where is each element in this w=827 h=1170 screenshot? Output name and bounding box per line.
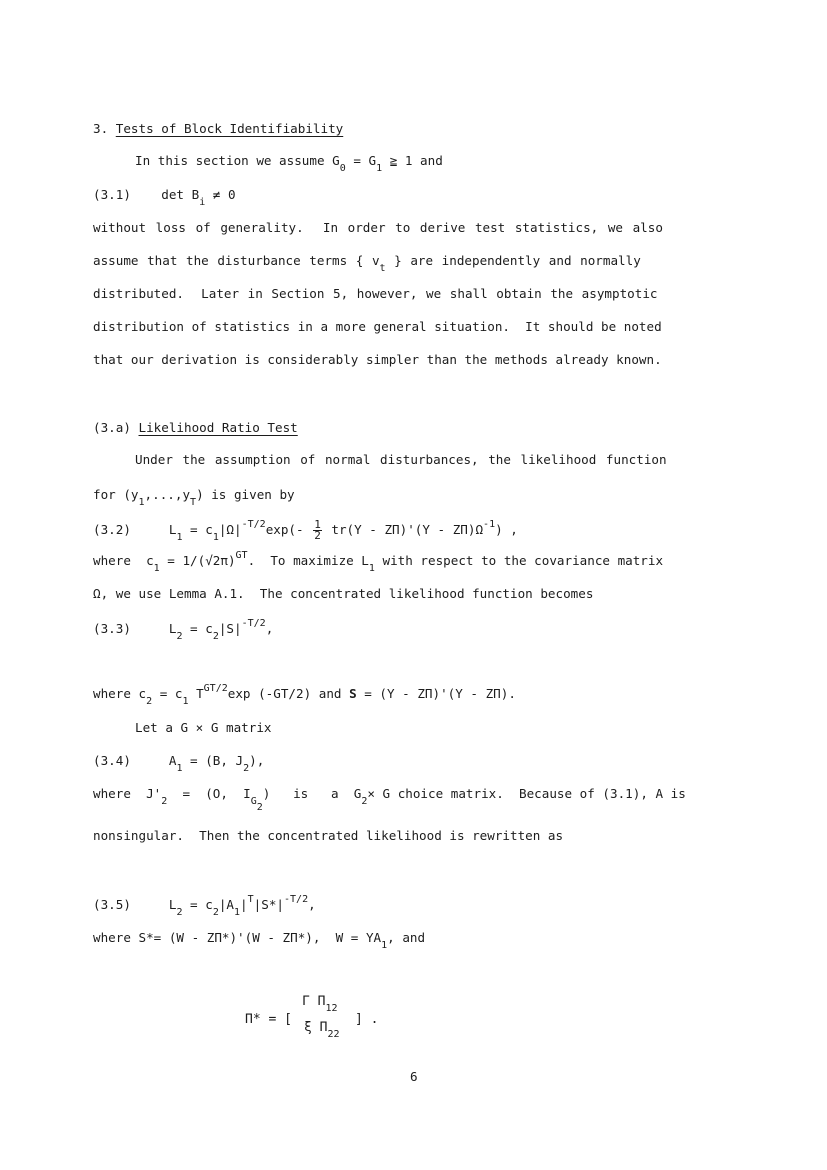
subscript: 1: [212, 532, 219, 543]
subscript: 1: [176, 763, 183, 774]
equation-3-4: [93, 753, 265, 774]
equation-text: ≠ 0: [205, 187, 236, 202]
equation-text: L: [168, 522, 177, 537]
subscript: 1: [182, 696, 189, 707]
para1-line4: distribution of statistics in a more general situation. It should be noted: [93, 319, 662, 334]
text: = c: [152, 686, 183, 701]
para2-line2: [93, 487, 295, 508]
subscript: 1: [368, 563, 375, 574]
equation-3-2: [93, 520, 518, 541]
subscript: 2: [146, 696, 153, 707]
text: ) is given by: [196, 487, 295, 502]
subscript: 2: [212, 907, 219, 918]
text: ) is a G: [262, 786, 362, 801]
equation-label: (3.3): [93, 621, 131, 636]
equation-3-3: [93, 618, 274, 642]
where-line-2: Ω, we use Lemma A.1. The concentrated likelihood function becomes: [93, 586, 594, 601]
text: where c: [93, 553, 154, 568]
subsection-label: (3.a): [93, 420, 131, 435]
matrix-cell: Π: [317, 994, 326, 1009]
subscript: [250, 796, 263, 813]
para2-line1: Under the assumption of normal disturbances, the likelihood function: [135, 452, 667, 467]
text: where c: [93, 686, 147, 701]
fraction-numerator: 1: [314, 518, 321, 531]
subscript: 1: [153, 563, 160, 574]
text: , and: [387, 930, 426, 945]
superscript: T: [247, 894, 254, 905]
subscript: 2: [212, 631, 219, 642]
matrix-row-1: [302, 994, 338, 1014]
equation-text: ),: [249, 753, 265, 768]
para1-line3: distributed. Later in Section 5, however, we shall obtain the asymptotic: [93, 286, 658, 301]
text: T: [188, 686, 204, 701]
pi-star-rhs: ] .: [355, 1012, 379, 1027]
text: } are independently and normally: [385, 253, 641, 268]
equation-text: |: [240, 897, 248, 912]
fraction: [313, 520, 322, 541]
text: ,...,y: [144, 487, 191, 502]
subscript: 2: [176, 907, 183, 918]
intro-text: ≧ 1 and: [382, 153, 443, 168]
equation-text: = c: [182, 621, 213, 636]
equation-text: = (B, J: [182, 753, 244, 768]
subscript: 2: [176, 631, 183, 642]
equation-text: ) ,: [495, 522, 518, 537]
text: assume that the disturbance terms { v: [93, 253, 380, 268]
equation-text: |A: [218, 897, 235, 912]
subscript: t: [379, 263, 386, 274]
where-line-3: [93, 683, 516, 707]
subscript: 2: [243, 763, 250, 774]
equation-label: (3.5): [93, 897, 131, 912]
subscript: 1: [138, 497, 145, 508]
para1-line1: without loss of generality. In order to derive test statistics, we also: [93, 220, 663, 235]
para1-line5: that our derivation is considerably simpler than the methods already known.: [93, 352, 662, 367]
intro-line: [135, 153, 443, 174]
subscript: 12: [325, 1003, 338, 1014]
text: for (y: [93, 487, 139, 502]
superscript: GT: [235, 550, 248, 561]
equation-label: (3.2): [93, 522, 131, 537]
bold-symbol: S: [349, 686, 357, 701]
superscript: -T/2: [284, 894, 309, 905]
matrix-cell: ξ: [304, 1020, 312, 1035]
text: . To maximize L: [247, 553, 369, 568]
subscript: 22: [327, 1029, 340, 1040]
equation-text: |S|: [218, 621, 242, 636]
equation-text: det B: [161, 187, 200, 202]
matrix-row-2: [304, 1020, 340, 1040]
subscript-text: G: [250, 796, 257, 807]
superscript: -1: [483, 519, 496, 530]
intro-text: In this section we assume G: [135, 153, 340, 168]
text: = (O, I: [167, 786, 251, 801]
pi-star-lhs: Π* = [: [245, 1012, 292, 1027]
text: = 1/(√2π): [159, 553, 236, 568]
where-line-5: nonsingular. Then the concentrated likelihood is rewritten as: [93, 828, 564, 843]
superscript: GT/2: [203, 683, 228, 694]
text: = (Y - ZΠ)'(Y - ZΠ).: [356, 686, 516, 701]
equation-text: ,: [308, 897, 316, 912]
section-heading: [93, 121, 343, 137]
text: where J': [93, 786, 162, 801]
where-line-1: [93, 550, 664, 574]
subscript: T: [190, 497, 197, 508]
superscript: -T/2: [241, 519, 266, 530]
subscript: 1: [376, 163, 383, 174]
equation-label: (3.1): [93, 187, 131, 202]
section-title: Tests of Block Identifiability: [115, 121, 344, 136]
para1-line2: [93, 253, 641, 274]
matrix-cell: Π: [319, 1020, 328, 1035]
subsection-title: Likelihood Ratio Test: [138, 420, 298, 435]
text: × G choice matrix. Because of (3.1), A is: [367, 786, 686, 801]
text: where S*= (W - ZΠ*)'(W - ZΠ*), W = YA: [93, 930, 382, 945]
superscript: -T/2: [241, 618, 266, 629]
where-line-4: [93, 786, 686, 813]
subscript: 1: [176, 532, 183, 543]
text: exp (-GT/2) and: [227, 686, 350, 701]
equation-text: |S*|: [253, 897, 285, 912]
intro-text: = G: [345, 153, 377, 168]
equation-text: |Ω|: [218, 522, 242, 537]
subscript: 2: [361, 796, 368, 807]
equation-text: = c: [182, 897, 213, 912]
let-line: Let a G × G matrix: [135, 720, 272, 735]
equation-text: exp(-: [265, 522, 312, 537]
equation-label: (3.4): [93, 753, 131, 768]
section-number: 3.: [93, 121, 109, 136]
subscript: 1: [381, 940, 388, 951]
equation-text: tr(Y - ZΠ)'(Y - ZΠ)Ω: [323, 522, 484, 537]
matrix-cell: Γ: [302, 994, 310, 1009]
where-line-6: [93, 930, 426, 951]
equation-3-1: [93, 187, 236, 208]
subsection-heading: [93, 420, 298, 436]
subscript: 2: [161, 796, 168, 807]
equation-text: L: [168, 621, 177, 636]
equation-text: L: [168, 897, 177, 912]
subscript: 0: [339, 163, 346, 174]
page-number: 6: [410, 1069, 418, 1084]
equation-text: ,: [265, 621, 274, 636]
fraction-denominator: 2: [314, 529, 321, 542]
subscript: i: [199, 197, 206, 208]
equation-text: = c: [182, 522, 213, 537]
subscript: 1: [234, 907, 241, 918]
equation-3-5: [93, 894, 316, 918]
text: with respect to the covariance matrix: [374, 553, 664, 568]
equation-text: A: [168, 753, 177, 768]
nested-subscript: 2: [256, 802, 263, 813]
